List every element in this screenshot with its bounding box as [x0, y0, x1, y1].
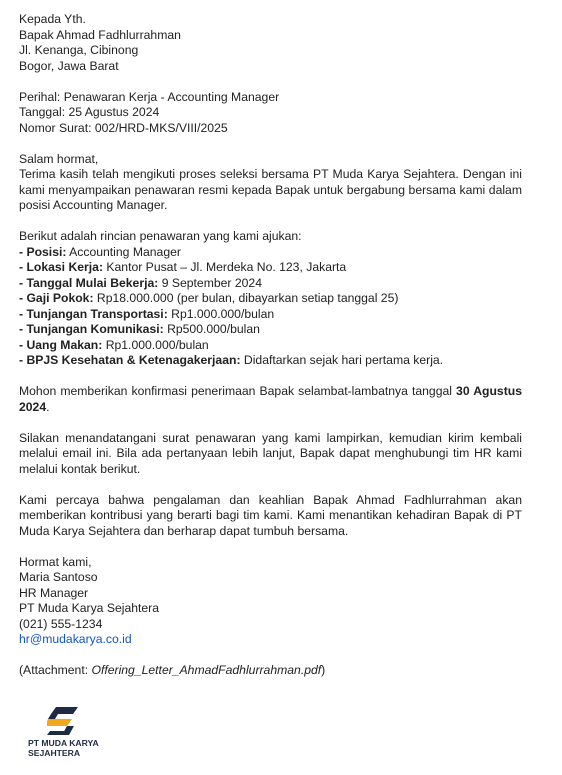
signature-company: PT Muda Karya Sejahtera [19, 601, 160, 615]
offer-item: - Gaji Pokok: Rp18.000.000 (per bulan, dibayarkan setiap tanggal 25) [19, 291, 399, 305]
intro-line: posisi Accounting Manager. [19, 198, 168, 212]
offer-item-label: BPJS Kesehatan & Ketenagakerjaan [26, 353, 237, 367]
signature-block [19, 555, 522, 648]
confirm-deadline: 30 Agustus [456, 384, 522, 398]
letter-number: Nomor Surat: 002/HRD-MKS/VIII/2025 [19, 120, 228, 135]
offer-item-value: Accounting Manager [69, 244, 181, 259]
sign-line: melalui email ini. Bila ada pertanyaan lebih lanjut, Bapak dapat menghubungi tim HR kami [19, 446, 522, 460]
confirm-text: Mohon memberikan konfirmasi penerimaan Bapak selambat-lambatnya tanggal [19, 384, 457, 398]
recipient-street: Jl. Kenanga, Cibinong [19, 43, 139, 57]
confirm-line [19, 384, 522, 400]
confirm-period: . [46, 399, 50, 414]
offer-item-value: Rp1.000.000/bulan [171, 306, 275, 321]
signature-regards: Hormat kami, [19, 554, 92, 569]
offer-list [19, 245, 522, 369]
attachment-filename: Offering_Letter_AhmadFadhlurrahman.pdf [91, 663, 322, 677]
signature-title: HR Manager [19, 585, 89, 600]
attachment-suffix: ) [321, 663, 326, 677]
intro-line: Terima kasih telah mengikuti proses seleksi bersama PT Muda Karya Sejahtera. Dengan ini [19, 167, 522, 181]
closing-line: Muda Karya Sejahtera dan berharap dapat tumbuh bersama. [19, 523, 349, 538]
attachment-note [19, 663, 522, 679]
offer-item: - Tunjangan Transportasi: Rp1.000.000/bulan [19, 306, 275, 321]
intro-paragraph [19, 167, 522, 214]
letter-meta [19, 90, 522, 137]
confirm-paragraph [19, 384, 522, 415]
offer-item-value: Kantor Pusat – Jl. Merdeka No. 123, Jakarta [106, 260, 347, 274]
recipient-salutation: Kepada Yth. [19, 12, 86, 26]
offer-item-label: Tunjangan Transportasi [26, 306, 164, 321]
intro-line: kami menyampaikan penawaran resmi kepada Bapak untuk bergabung bersama kami dalam [19, 182, 522, 197]
closing-line: Kami percaya bahwa pengalaman dan keahlian Bapak Ahmad Fadhlurrahman akan [19, 492, 522, 507]
offer-item: - Posisi: Accounting Manager [19, 244, 181, 259]
offer-item-value: Didaftarkan sejak hari pertama kerja. [243, 353, 444, 367]
recipient-city: Bogor, Jawa Barat [19, 58, 119, 73]
letter-subject: Perihal: Penawaran Kerja - Accounting Manager [19, 89, 280, 104]
recipient-block [19, 12, 522, 74]
offer-item-label: Gaji Pokok [26, 291, 90, 305]
offer-item-value: Rp18.000.000 (per bulan, dibayarkan setiap tanggal 25) [96, 291, 399, 305]
recipient-name: Bapak Ahmad Fadhlurrahman [19, 27, 181, 42]
offer-item-value: 9 September 2024 [161, 275, 262, 290]
sign-line: Silakan menandatangani surat penawaran yang kami lampirkan, kemudian kirim kembali [19, 430, 522, 445]
offer-item: - Uang Makan: Rp1.000.000/bulan [19, 337, 209, 352]
closing-paragraph [19, 493, 522, 540]
offer-item-value: Rp500.000/bulan [167, 322, 260, 336]
offer-item-value: Rp1.000.000/bulan [105, 337, 209, 352]
offer-item-label: Lokasi Kerja [26, 260, 99, 274]
offer-item-label: Tunjangan Komunikasi [26, 322, 160, 336]
confirm-line [19, 400, 522, 416]
closing-line: memberikan kontribusi yang berarti bagi tim kami. Kami menantikan kehadiran Bapak di PT [19, 508, 522, 522]
company-logo [28, 706, 118, 758]
sign-instructions-paragraph [19, 431, 522, 478]
attachment-prefix: (Attachment: [19, 663, 92, 677]
offer-item: - BPJS Kesehatan & Ketenagakerjaan: Didaftarkan sejak hari pertama kerja. [19, 353, 444, 367]
letter-date: Tanggal: 25 Agustus 2024 [19, 105, 160, 119]
offer-item-label: Tanggal Mulai Bekerja [26, 275, 155, 290]
offer-letter [19, 12, 522, 679]
signature-name: Maria Santoso [19, 570, 98, 584]
greeting: Salam hormat, [19, 151, 99, 166]
email-link[interactable]: hr@mudakarya.co.id [19, 632, 132, 646]
offer-item: - Lokasi Kerja: Kantor Pusat – Jl. Merdeka No. 123, Jakarta [19, 260, 347, 274]
offer-item-label: Uang Makan [26, 337, 99, 352]
offer-item-label: Posisi [26, 244, 63, 259]
company-logo-text: PT MUDA KARYA SEJAHTERA [28, 738, 99, 758]
company-logo-icon [47, 706, 79, 736]
confirm-deadline-year: 2024 [19, 399, 47, 414]
offer-item: - Tunjangan Komunikasi: Rp500.000/bulan [19, 322, 260, 336]
offer-intro: Berikut adalah rincian penawaran yang kami ajukan: [19, 229, 302, 243]
signature-phone: (021) 555-1234 [19, 616, 103, 631]
offer-item: - Tanggal Mulai Bekerja: 9 September 2024 [19, 275, 262, 290]
sign-line: melalui kontak berikut. [19, 461, 141, 476]
